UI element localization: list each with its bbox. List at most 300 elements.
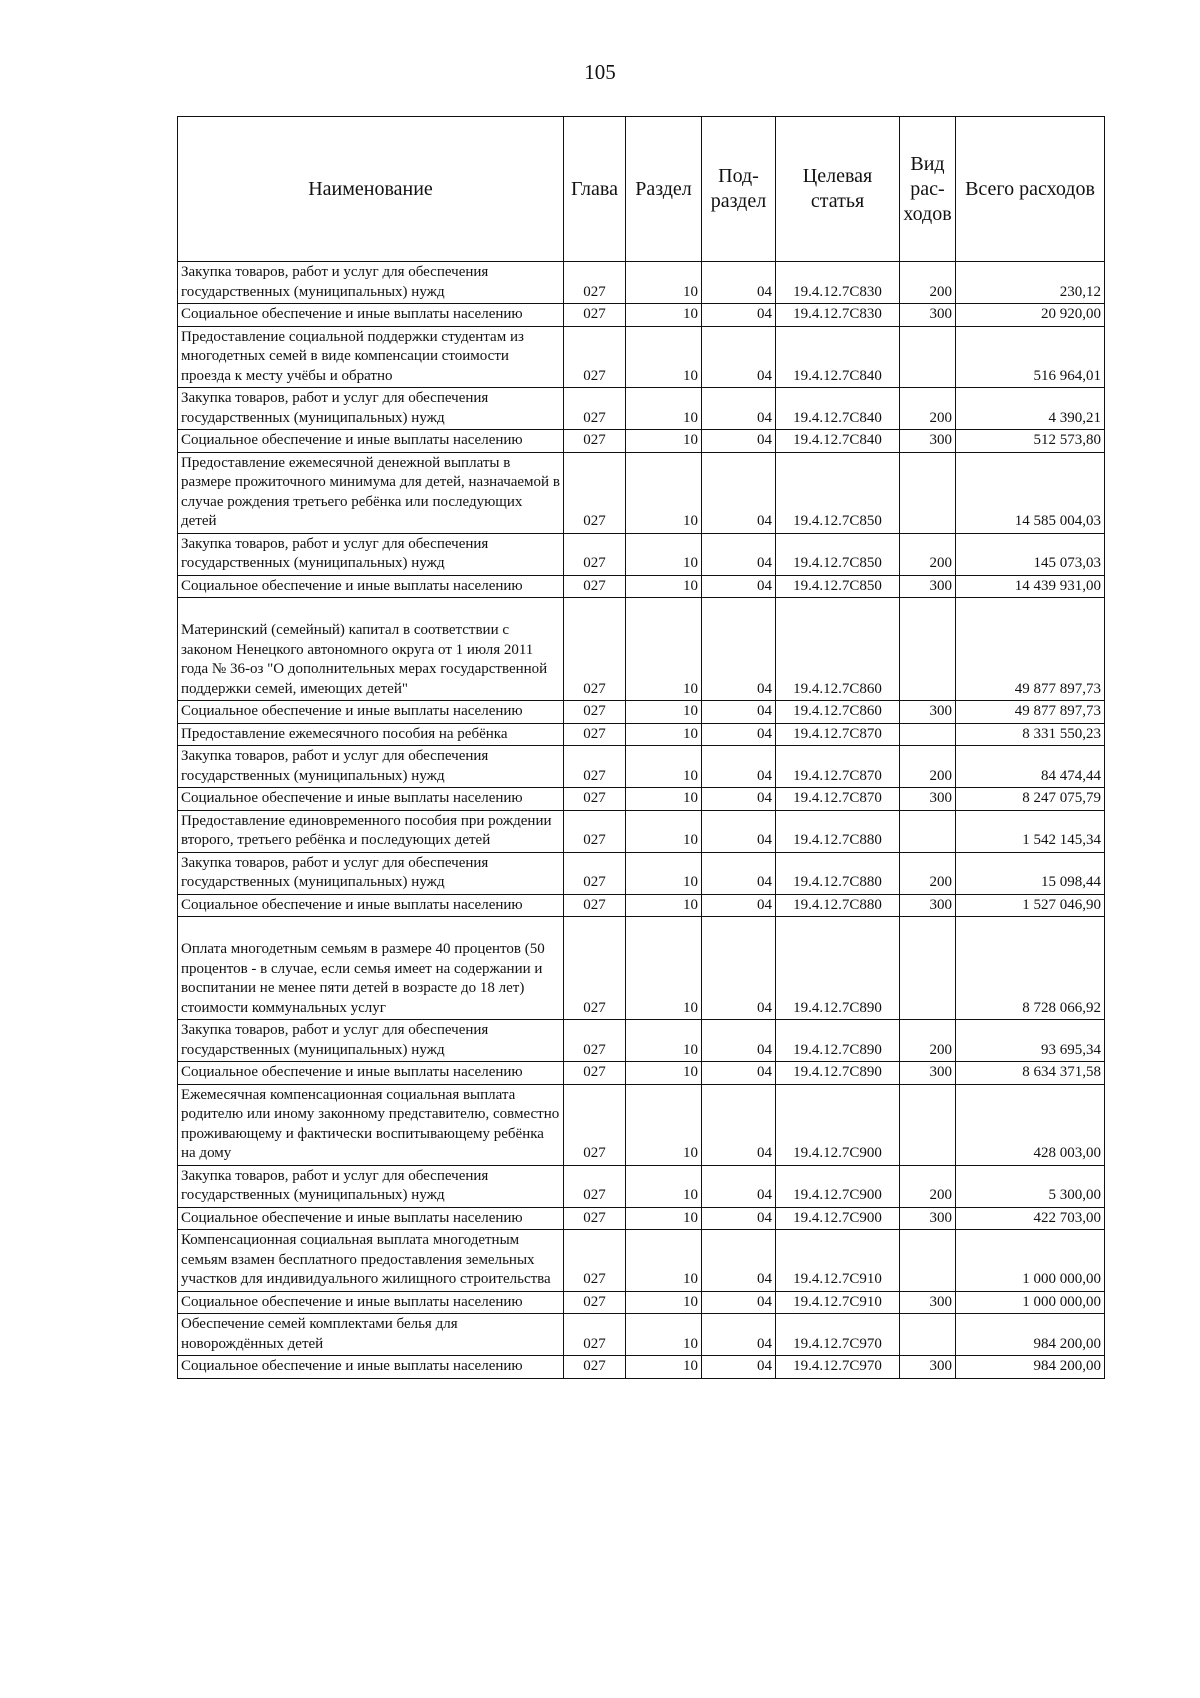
table-row: [178, 1165, 1105, 1207]
row-total: [956, 701, 1105, 724]
row-kind-text: 200: [929, 283, 952, 300]
row-subsection: [702, 723, 776, 746]
row-chapter-text: 027: [583, 874, 606, 890]
row-subsection: [702, 1207, 776, 1230]
row-kind: [900, 852, 956, 894]
row-section-text: 10: [683, 1064, 698, 1080]
table-row: [178, 894, 1105, 917]
row-kind: [900, 810, 956, 852]
row-kind: [900, 1291, 956, 1314]
row-name: [178, 1356, 564, 1379]
row-total: [956, 262, 1105, 304]
table-row: [178, 575, 1105, 598]
row-target-text: 19.4.12.7С970: [793, 1335, 882, 1352]
row-chapter-text: 027: [583, 725, 606, 742]
row-kind-text: 300: [929, 432, 952, 448]
row-kind-text: 300: [929, 1358, 952, 1374]
row-section-text: 10: [683, 1293, 698, 1310]
row-chapter-text: 027: [583, 367, 606, 384]
row-chapter: [564, 598, 626, 701]
row-name-text: Оплата многодетным семьям в размере 40 процентов (50 процентов - в случае, если семья имеет на содержании и воспитании не менее пяти детей в возрасте до 18 лет) стоимости коммунальных услуг: [181, 941, 545, 1016]
row-section: [626, 810, 702, 852]
row-name-text: Социальное обеспечение и иные выплаты населению: [181, 306, 523, 322]
row-chapter-text: 027: [583, 1041, 606, 1058]
row-section-text: 10: [683, 1358, 698, 1374]
row-total-text: 516 964,01: [1033, 367, 1101, 384]
row-chapter-text: 027: [583, 832, 606, 848]
row-section: [626, 262, 702, 304]
table-row: [178, 326, 1105, 388]
row-subsection-text: 04: [757, 1145, 772, 1161]
row-subsection: [702, 746, 776, 788]
row-chapter: [564, 1084, 626, 1165]
row-subsection: [702, 452, 776, 533]
row-section-text: 10: [683, 283, 698, 300]
row-total-text: 14 439 931,00: [1014, 577, 1101, 594]
row-chapter-text: 027: [583, 790, 606, 806]
row-total-text: 20 920,00: [1041, 306, 1101, 322]
row-total: [956, 810, 1105, 852]
row-subsection-text: 04: [757, 896, 772, 913]
row-section: [626, 1314, 702, 1356]
table-row: [178, 1291, 1105, 1314]
row-target: [776, 430, 900, 453]
row-section-text: 10: [683, 1271, 698, 1287]
row-total: [956, 723, 1105, 746]
row-target: [776, 388, 900, 430]
row-chapter: [564, 575, 626, 598]
row-subsection-text: 04: [757, 577, 772, 594]
row-chapter-text: 027: [583, 703, 606, 719]
row-kind-text: 300: [929, 306, 952, 322]
budget-table: [177, 116, 1105, 1379]
row-subsection: [702, 701, 776, 724]
row-total-text: 422 703,00: [1033, 1209, 1101, 1226]
row-kind-text: 300: [929, 896, 952, 913]
row-chapter: [564, 701, 626, 724]
row-kind-text: 300: [929, 703, 952, 719]
row-section-text: 10: [683, 1187, 698, 1203]
row-kind: [900, 1207, 956, 1230]
row-total-text: 984 200,00: [1033, 1335, 1101, 1352]
row-target-text: 19.4.12.7С910: [793, 1293, 882, 1310]
row-name-text: Социальное обеспечение и иные выплаты населению: [181, 790, 523, 806]
row-total: [956, 1020, 1105, 1062]
row-kind: [900, 723, 956, 746]
row-chapter: [564, 430, 626, 453]
row-section: [626, 304, 702, 327]
row-name-text: Компенсационная социальная выплата многодетным семьям взамен бесплатного предоставления земельных участков для индивидуального жилищного строительства: [181, 1232, 551, 1287]
row-kind: [900, 598, 956, 701]
row-section: [626, 746, 702, 788]
row-total-text: 8 634 371,58: [1022, 1064, 1101, 1080]
row-target: [776, 1165, 900, 1207]
row-kind: [900, 917, 956, 1020]
row-name-text: Социальное обеспечение и иные выплаты населению: [181, 577, 523, 594]
row-section: [626, 1230, 702, 1292]
row-subsection: [702, 430, 776, 453]
row-target-text: 19.4.12.7С840: [793, 409, 882, 426]
row-total-text: 145 073,03: [1033, 555, 1101, 571]
row-section-text: 10: [683, 680, 698, 697]
header-target: Целевая статья: [776, 117, 900, 262]
table-row: [178, 852, 1105, 894]
row-subsection-text: 04: [757, 680, 772, 697]
row-target-text: 19.4.12.7С830: [793, 283, 882, 300]
row-name: [178, 917, 564, 1020]
row-target-text: 19.4.12.7С900: [793, 1209, 882, 1226]
row-kind: [900, 1314, 956, 1356]
row-subsection: [702, 917, 776, 1020]
row-subsection-text: 04: [757, 306, 772, 322]
row-target-text: 19.4.12.7С860: [793, 680, 882, 697]
row-name: [178, 1084, 564, 1165]
row-section: [626, 452, 702, 533]
row-total-text: 1 000 000,00: [1022, 1293, 1101, 1310]
row-section: [626, 1062, 702, 1085]
row-total: [956, 852, 1105, 894]
table-row: [178, 262, 1105, 304]
row-chapter: [564, 1230, 626, 1292]
row-name: [178, 1020, 564, 1062]
row-section-text: 10: [683, 703, 698, 719]
row-name-text: Предоставление ежемесячного пособия на ребёнка: [181, 725, 508, 742]
row-name: [178, 852, 564, 894]
row-subsection: [702, 304, 776, 327]
row-name-text: Закупка товаров, работ и услуг для обеспечения государственных (муниципальных) нужд: [181, 748, 489, 784]
row-name: [178, 1291, 564, 1314]
row-section-text: 10: [683, 513, 698, 529]
row-chapter-text: 027: [583, 1187, 606, 1203]
row-total: [956, 917, 1105, 1020]
row-section-text: 10: [683, 767, 698, 784]
row-kind-text: 200: [929, 409, 952, 426]
row-section-text: 10: [683, 790, 698, 806]
row-name: [178, 723, 564, 746]
row-section: [626, 1084, 702, 1165]
row-total: [956, 575, 1105, 598]
table-row: [178, 701, 1105, 724]
row-chapter: [564, 1356, 626, 1379]
row-chapter: [564, 1062, 626, 1085]
row-total: [956, 1165, 1105, 1207]
row-section-text: 10: [683, 577, 698, 594]
row-kind-text: 300: [929, 1293, 952, 1310]
row-subsection: [702, 1020, 776, 1062]
row-name-text: Закупка товаров, работ и услуг для обеспечения государственных (муниципальных) нужд: [181, 390, 489, 426]
row-subsection-text: 04: [757, 832, 772, 848]
row-chapter: [564, 1165, 626, 1207]
row-target-text: 19.4.12.7С900: [793, 1145, 882, 1161]
row-kind-text: 200: [929, 1041, 952, 1058]
row-chapter: [564, 917, 626, 1020]
table-row: [178, 304, 1105, 327]
row-subsection-text: 04: [757, 1209, 772, 1226]
row-target-text: 19.4.12.7С870: [793, 790, 882, 806]
row-kind-text: 200: [929, 874, 952, 890]
row-subsection-text: 04: [757, 1271, 772, 1287]
row-subsection: [702, 533, 776, 575]
row-name: [178, 1062, 564, 1085]
row-kind: [900, 1165, 956, 1207]
row-total-text: 49 877 897,73: [1014, 680, 1101, 697]
row-total-text: 14 585 004,03: [1014, 513, 1101, 529]
row-target: [776, 894, 900, 917]
row-total: [956, 788, 1105, 811]
row-section: [626, 1165, 702, 1207]
row-section: [626, 430, 702, 453]
row-name-text: Социальное обеспечение и иные выплаты населению: [181, 432, 523, 448]
row-total-text: 512 573,80: [1033, 432, 1101, 448]
table-row: [178, 1020, 1105, 1062]
row-kind-text: 200: [929, 767, 952, 784]
row-total: [956, 1207, 1105, 1230]
row-total-text: 93 695,34: [1041, 1041, 1101, 1058]
row-subsection-text: 04: [757, 432, 772, 448]
row-name-text: Материнский (семейный) капитал в соответствии с законом Ненецкого автономного округа от 1 июля 2011 года № 36-оз "О дополнительных мерах государственной поддержки семей, имеющих детей": [181, 622, 548, 697]
row-name-text: Закупка товаров, работ и услуг для обеспечения государственных (муниципальных) нужд: [181, 854, 489, 890]
row-target: [776, 533, 900, 575]
row-name-text: Предоставление социальной поддержки студентам из многодетных семей в виде компенсации стоимости проезда к месту учёбы и обратно: [181, 328, 524, 384]
row-chapter-text: 027: [583, 1293, 606, 1310]
row-chapter: [564, 326, 626, 388]
row-chapter-text: 027: [583, 1209, 606, 1226]
row-total: [956, 746, 1105, 788]
row-subsection-text: 04: [757, 1041, 772, 1058]
row-kind: [900, 1230, 956, 1292]
row-target-text: 19.4.12.7С880: [793, 832, 882, 848]
table-row: [178, 723, 1105, 746]
row-subsection: [702, 852, 776, 894]
row-name-text: Закупка товаров, работ и услуг для обеспечения государственных (муниципальных) нужд: [181, 535, 489, 571]
row-section-text: 10: [683, 874, 698, 890]
row-section-text: 10: [683, 367, 698, 384]
row-kind: [900, 430, 956, 453]
header-subsection: Под- раздел: [702, 117, 776, 262]
row-name: [178, 326, 564, 388]
row-name: [178, 810, 564, 852]
row-chapter-text: 027: [583, 1335, 606, 1352]
row-chapter: [564, 723, 626, 746]
row-target-text: 19.4.12.7С890: [793, 1064, 882, 1080]
row-name: [178, 701, 564, 724]
row-name-text: Предоставление единовременного пособия при рождении второго, третьего ребёнка и последующих детей: [181, 812, 552, 848]
row-target: [776, 1084, 900, 1165]
row-name-text: Ежемесячная компенсационная социальная выплата родителю или иному законному представителю, совместно проживающему и фактически воспитывающему ребёнка на дому: [181, 1086, 560, 1161]
row-target: [776, 1314, 900, 1356]
row-section-text: 10: [683, 725, 698, 742]
row-kind: [900, 894, 956, 917]
row-name-text: Социальное обеспечение и иные выплаты населению: [181, 896, 523, 913]
row-kind: [900, 533, 956, 575]
row-subsection-text: 04: [757, 555, 772, 571]
row-section-text: 10: [683, 999, 698, 1016]
row-name: [178, 746, 564, 788]
row-target-text: 19.4.12.7С850: [793, 555, 882, 571]
row-target-text: 19.4.12.7С880: [793, 874, 882, 890]
row-name: [178, 788, 564, 811]
row-total-text: 5 300,00: [1048, 1187, 1101, 1203]
table-row: [178, 430, 1105, 453]
row-chapter: [564, 533, 626, 575]
row-total-text: 8 728 066,92: [1022, 999, 1101, 1016]
row-kind: [900, 1020, 956, 1062]
row-subsection-text: 04: [757, 874, 772, 890]
row-subsection-text: 04: [757, 409, 772, 426]
row-section-text: 10: [683, 1145, 698, 1161]
row-subsection: [702, 788, 776, 811]
row-subsection-text: 04: [757, 367, 772, 384]
header-name: Наименование: [178, 117, 564, 262]
row-target: [776, 262, 900, 304]
row-kind-text: 300: [929, 1209, 952, 1226]
row-name: [178, 1165, 564, 1207]
row-section-text: 10: [683, 896, 698, 913]
row-section: [626, 788, 702, 811]
row-chapter-text: 027: [583, 1064, 606, 1080]
row-subsection-text: 04: [757, 767, 772, 784]
row-target-text: 19.4.12.7С870: [793, 767, 882, 784]
row-name: [178, 598, 564, 701]
row-chapter-text: 027: [583, 896, 606, 913]
row-chapter: [564, 304, 626, 327]
row-subsection-text: 04: [757, 1335, 772, 1352]
row-subsection-text: 04: [757, 790, 772, 806]
row-subsection-text: 04: [757, 703, 772, 719]
row-subsection: [702, 894, 776, 917]
row-total-text: 984 200,00: [1033, 1358, 1101, 1374]
row-chapter: [564, 894, 626, 917]
row-subsection-text: 04: [757, 1358, 772, 1374]
row-section-text: 10: [683, 832, 698, 848]
table-row: [178, 1207, 1105, 1230]
row-target: [776, 788, 900, 811]
row-section: [626, 701, 702, 724]
table-row: [178, 598, 1105, 701]
row-chapter: [564, 852, 626, 894]
row-name-text: Социальное обеспечение и иные выплаты населению: [181, 1209, 523, 1226]
table-row: [178, 1230, 1105, 1292]
row-chapter: [564, 262, 626, 304]
row-subsection: [702, 1084, 776, 1165]
row-target-text: 19.4.12.7С870: [793, 725, 882, 742]
row-kind: [900, 326, 956, 388]
row-section: [626, 917, 702, 1020]
table-row: [178, 1356, 1105, 1379]
row-target: [776, 575, 900, 598]
row-section-text: 10: [683, 409, 698, 426]
row-chapter-text: 027: [583, 409, 606, 426]
row-target: [776, 723, 900, 746]
row-kind: [900, 746, 956, 788]
row-subsection-text: 04: [757, 283, 772, 300]
row-name-text: Социальное обеспечение и иные выплаты населению: [181, 1358, 523, 1374]
row-total-text: 1 000 000,00: [1022, 1271, 1101, 1287]
row-name: [178, 894, 564, 917]
row-target-text: 19.4.12.7С910: [793, 1271, 882, 1287]
row-total-text: 230,12: [1059, 283, 1101, 300]
row-target: [776, 598, 900, 701]
row-total-text: 1 542 145,34: [1022, 832, 1101, 848]
row-chapter: [564, 810, 626, 852]
row-total-text: 49 877 897,73: [1014, 703, 1101, 719]
row-total: [956, 598, 1105, 701]
row-chapter-text: 027: [583, 283, 606, 300]
row-total: [956, 430, 1105, 453]
row-target: [776, 810, 900, 852]
row-kind-text: 300: [929, 1064, 952, 1080]
table-row: [178, 533, 1105, 575]
row-kind: [900, 575, 956, 598]
row-subsection: [702, 1062, 776, 1085]
row-section-text: 10: [683, 555, 698, 571]
row-section: [626, 598, 702, 701]
row-total-text: 428 003,00: [1033, 1145, 1101, 1161]
row-subsection: [702, 810, 776, 852]
table-row: [178, 788, 1105, 811]
row-subsection-text: 04: [757, 1293, 772, 1310]
table-row: [178, 1084, 1105, 1165]
row-target-text: 19.4.12.7С840: [793, 367, 882, 384]
row-section: [626, 1207, 702, 1230]
row-target: [776, 746, 900, 788]
row-name: [178, 1230, 564, 1292]
row-target: [776, 304, 900, 327]
row-total-text: 1 527 046,90: [1022, 896, 1101, 913]
row-total-text: 8 331 550,23: [1022, 725, 1101, 742]
row-name: [178, 452, 564, 533]
row-total: [956, 894, 1105, 917]
row-section-text: 10: [683, 306, 698, 322]
row-kind-text: 200: [929, 555, 952, 571]
row-kind: [900, 1062, 956, 1085]
row-section-text: 10: [683, 1209, 698, 1226]
row-section-text: 10: [683, 432, 698, 448]
row-subsection: [702, 1230, 776, 1292]
row-target: [776, 1062, 900, 1085]
row-kind-text: 200: [929, 1187, 952, 1203]
row-section: [626, 1291, 702, 1314]
row-subsection-text: 04: [757, 1187, 772, 1203]
row-target: [776, 326, 900, 388]
row-chapter-text: 027: [583, 999, 606, 1016]
row-section-text: 10: [683, 1041, 698, 1058]
row-chapter: [564, 1314, 626, 1356]
row-section: [626, 575, 702, 598]
row-chapter-text: 027: [583, 555, 606, 571]
row-kind: [900, 701, 956, 724]
row-total-text: 15 098,44: [1041, 874, 1101, 890]
row-target: [776, 1230, 900, 1292]
row-name-text: Закупка товаров, работ и услуг для обеспечения государственных (муниципальных) нужд: [181, 1022, 489, 1058]
row-name: [178, 1314, 564, 1356]
row-name-text: Закупка товаров, работ и услуг для обеспечения государственных (муниципальных) нужд: [181, 264, 489, 300]
row-chapter-text: 027: [583, 1145, 606, 1161]
row-name: [178, 533, 564, 575]
row-subsection-text: 04: [757, 1064, 772, 1080]
row-subsection-text: 04: [757, 999, 772, 1016]
row-subsection: [702, 1314, 776, 1356]
row-section: [626, 723, 702, 746]
row-total: [956, 533, 1105, 575]
row-name: [178, 304, 564, 327]
row-section: [626, 326, 702, 388]
row-subsection: [702, 388, 776, 430]
row-total-text: 84 474,44: [1041, 767, 1101, 784]
row-chapter-text: 027: [583, 432, 606, 448]
row-subsection: [702, 1291, 776, 1314]
row-subsection: [702, 575, 776, 598]
